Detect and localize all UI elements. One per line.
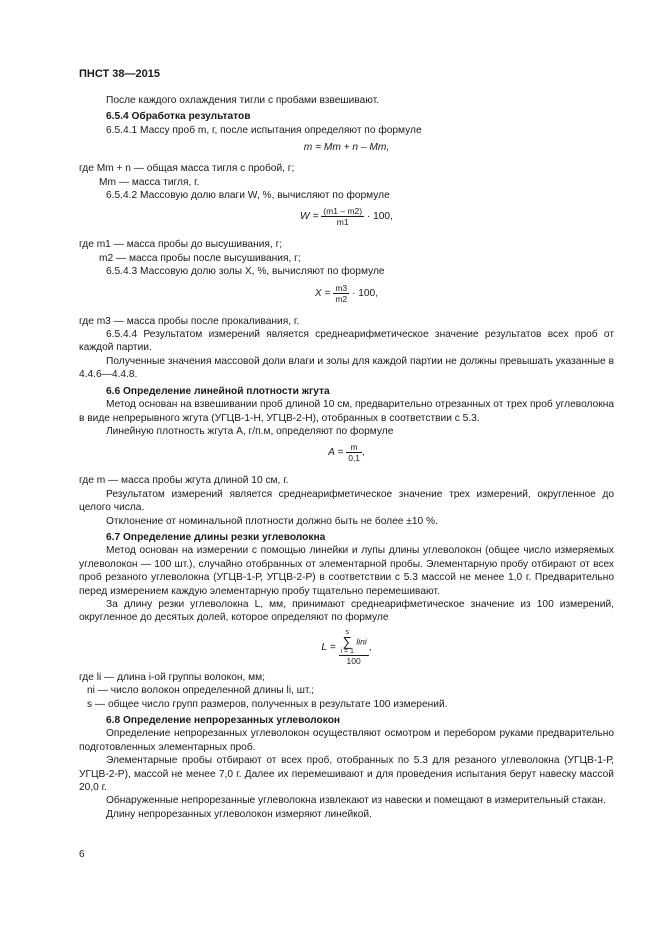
page-body: [79, 94, 614, 821]
where-line: где li — длина i-ой группы волокон, мм;: [79, 671, 265, 683]
formula-lhs: A =: [328, 447, 344, 459]
paragraph: Отклонение от номинальной плотности должно быть не более ±10 %.: [106, 515, 438, 527]
paragraph: Полученные значения массовой доли влаги и золы для каждой партии не должны превышать указанные в 4.4.6—4.4.8.: [79, 355, 614, 381]
sum-sigma: ∑: [342, 633, 352, 649]
section-heading-6-7: 6.7 Определение длины резки углеволокна: [106, 531, 326, 543]
paragraph: Метод основан на измерении с помощью линейки и лупы длины углеволокон (общее число измеряемых углеволокон — 100 шт.), случайно отобранных от элементарной пробы. Элементарную пробу отбирают от всех проб резаного углеволокна (УГЦВ-1-Р, УГЦВ-2-Р) в соответствии с 5.3 массой не менее 1,0 г. Предварительно перед измерением каждую элементарную пробу тщательно перемешивают.: [79, 545, 614, 597]
where-line: где Mm + n — общая масса тигля с пробой, г;: [79, 163, 295, 175]
where-line: m2 — масса пробы после высушивания, г;: [99, 252, 301, 264]
formula-lhs: W =: [300, 211, 319, 223]
paragraph: 6.5.4.1 Массу проб m, г, после испытания определяют по формуле: [106, 124, 422, 136]
formula-fraction: [346, 442, 362, 463]
paragraph: Длину непрорезанных углеволокон измеряют линейкой.: [106, 808, 372, 820]
formula-ash: [79, 283, 614, 311]
where-line: где m — масса пробы жгута длиной 10 см, г.: [79, 475, 289, 487]
fraction-numerator: (m1 – m2): [323, 206, 363, 217]
paragraph: Линейную плотность жгута A, г/п.м, определяют по формуле: [106, 425, 394, 437]
paragraph: После каждого охлаждения тигли с пробами взвешивают.: [106, 95, 380, 106]
where-line: где m1 — масса пробы до высушивания, г;: [79, 239, 283, 251]
formula-lhs: X =: [314, 287, 331, 299]
paragraph: Определение непрорезанных углеволокон осуществляют осмотром и перебором руками предварительно подготовленных элементарных проб.: [79, 728, 614, 753]
fraction-numerator: m3: [335, 282, 348, 293]
where-line: где m3 — масса пробы после прокаливания, г.: [79, 315, 300, 327]
fraction-denominator: 0,1: [348, 453, 361, 464]
formula-lhs: L =: [321, 641, 336, 653]
paragraph: 6.5.4.4 Результатом измерений является среднеарифметическое значение результатов всех проб от каждой партии.: [79, 329, 614, 354]
section-heading-6-8: 6.8 Определение непрорезанных углеволокон: [106, 715, 341, 726]
paragraph: За длину резки углеволокна L, мм, принимают среднеарифметическое значение из 100 измерений, округленное до десятых долей, которое определяют по формуле: [79, 598, 614, 624]
sum-term: lini: [356, 636, 367, 647]
formula-cut-length: [79, 629, 614, 667]
paragraph: Метод основан на взвешивании проб длиной 10 см, предварительно отрезанных от трех проб углеволокна в виде непрерывного жгута (УГЦВ-1-Н, УГЦВ-2-Н), отобранных в соответствии с 5.3.: [79, 399, 614, 424]
page-number: 6: [79, 849, 85, 860]
where-line: ni — число волокон определенной длины li, шт.;: [87, 685, 315, 697]
fraction-numerator: m: [346, 442, 362, 453]
paragraph: 6.5.4.3 Массовую долю золы X, %, вычисляют по формуле: [106, 266, 385, 278]
formula-rhs: · 100,: [366, 211, 393, 223]
where-line: s — общее число групп размеров, полученных в результате 100 измерений.: [87, 698, 448, 710]
section-heading-6-6: 6.6 Определение линейной плотности жгута: [106, 385, 330, 397]
fraction-denominator: 100: [346, 655, 361, 666]
summation-symbol: [341, 629, 354, 655]
sum-upper: s: [345, 628, 349, 636]
formula-fraction: [321, 206, 364, 227]
paragraph: Результатом измерений является среднеарифметическое значение трех измерений, округленное до целого числа.: [79, 488, 614, 514]
document-code: ПНСТ 38—2015: [79, 68, 161, 80]
paragraph: Обнаруженные непрорезанные углеволокна извлекают из навески и помещают в измерительный стакан.: [106, 795, 606, 807]
formula-moisture: [79, 206, 614, 234]
formula-rhs: · 100,: [352, 287, 379, 299]
section-heading-6-5-4: 6.5.4 Обработка результатов: [106, 111, 251, 123]
formula-text: m = Mm + n – Mm,: [303, 142, 390, 154]
paragraph: 6.5.4.2 Массовую долю влаги W, %, вычисляют по формуле: [106, 190, 390, 202]
formula-linear-density: [79, 442, 614, 470]
formula-rhs: ,: [368, 641, 372, 653]
formula-fraction: [333, 283, 349, 304]
formula-fraction: [339, 629, 369, 666]
sum-lower: i = 1: [340, 647, 354, 655]
where-line: Mm — масса тигля, г.: [99, 176, 200, 188]
formula-mass: [79, 141, 614, 158]
formula-rhs: ,: [362, 447, 365, 459]
fraction-denominator: m1: [336, 217, 349, 228]
fraction-numerator: [339, 629, 369, 656]
paragraph: Элементарные пробы отбирают от всех проб, отобранных по 5.3 для резаного углеволокна (УГЦВ-1-Р, УГЦВ-2-Р), массой не менее 7,0 г. Далее их перемешивают и для проведения испытания берут навеску массой 20,0 г.: [79, 755, 614, 794]
fraction-denominator: m2: [335, 293, 348, 304]
